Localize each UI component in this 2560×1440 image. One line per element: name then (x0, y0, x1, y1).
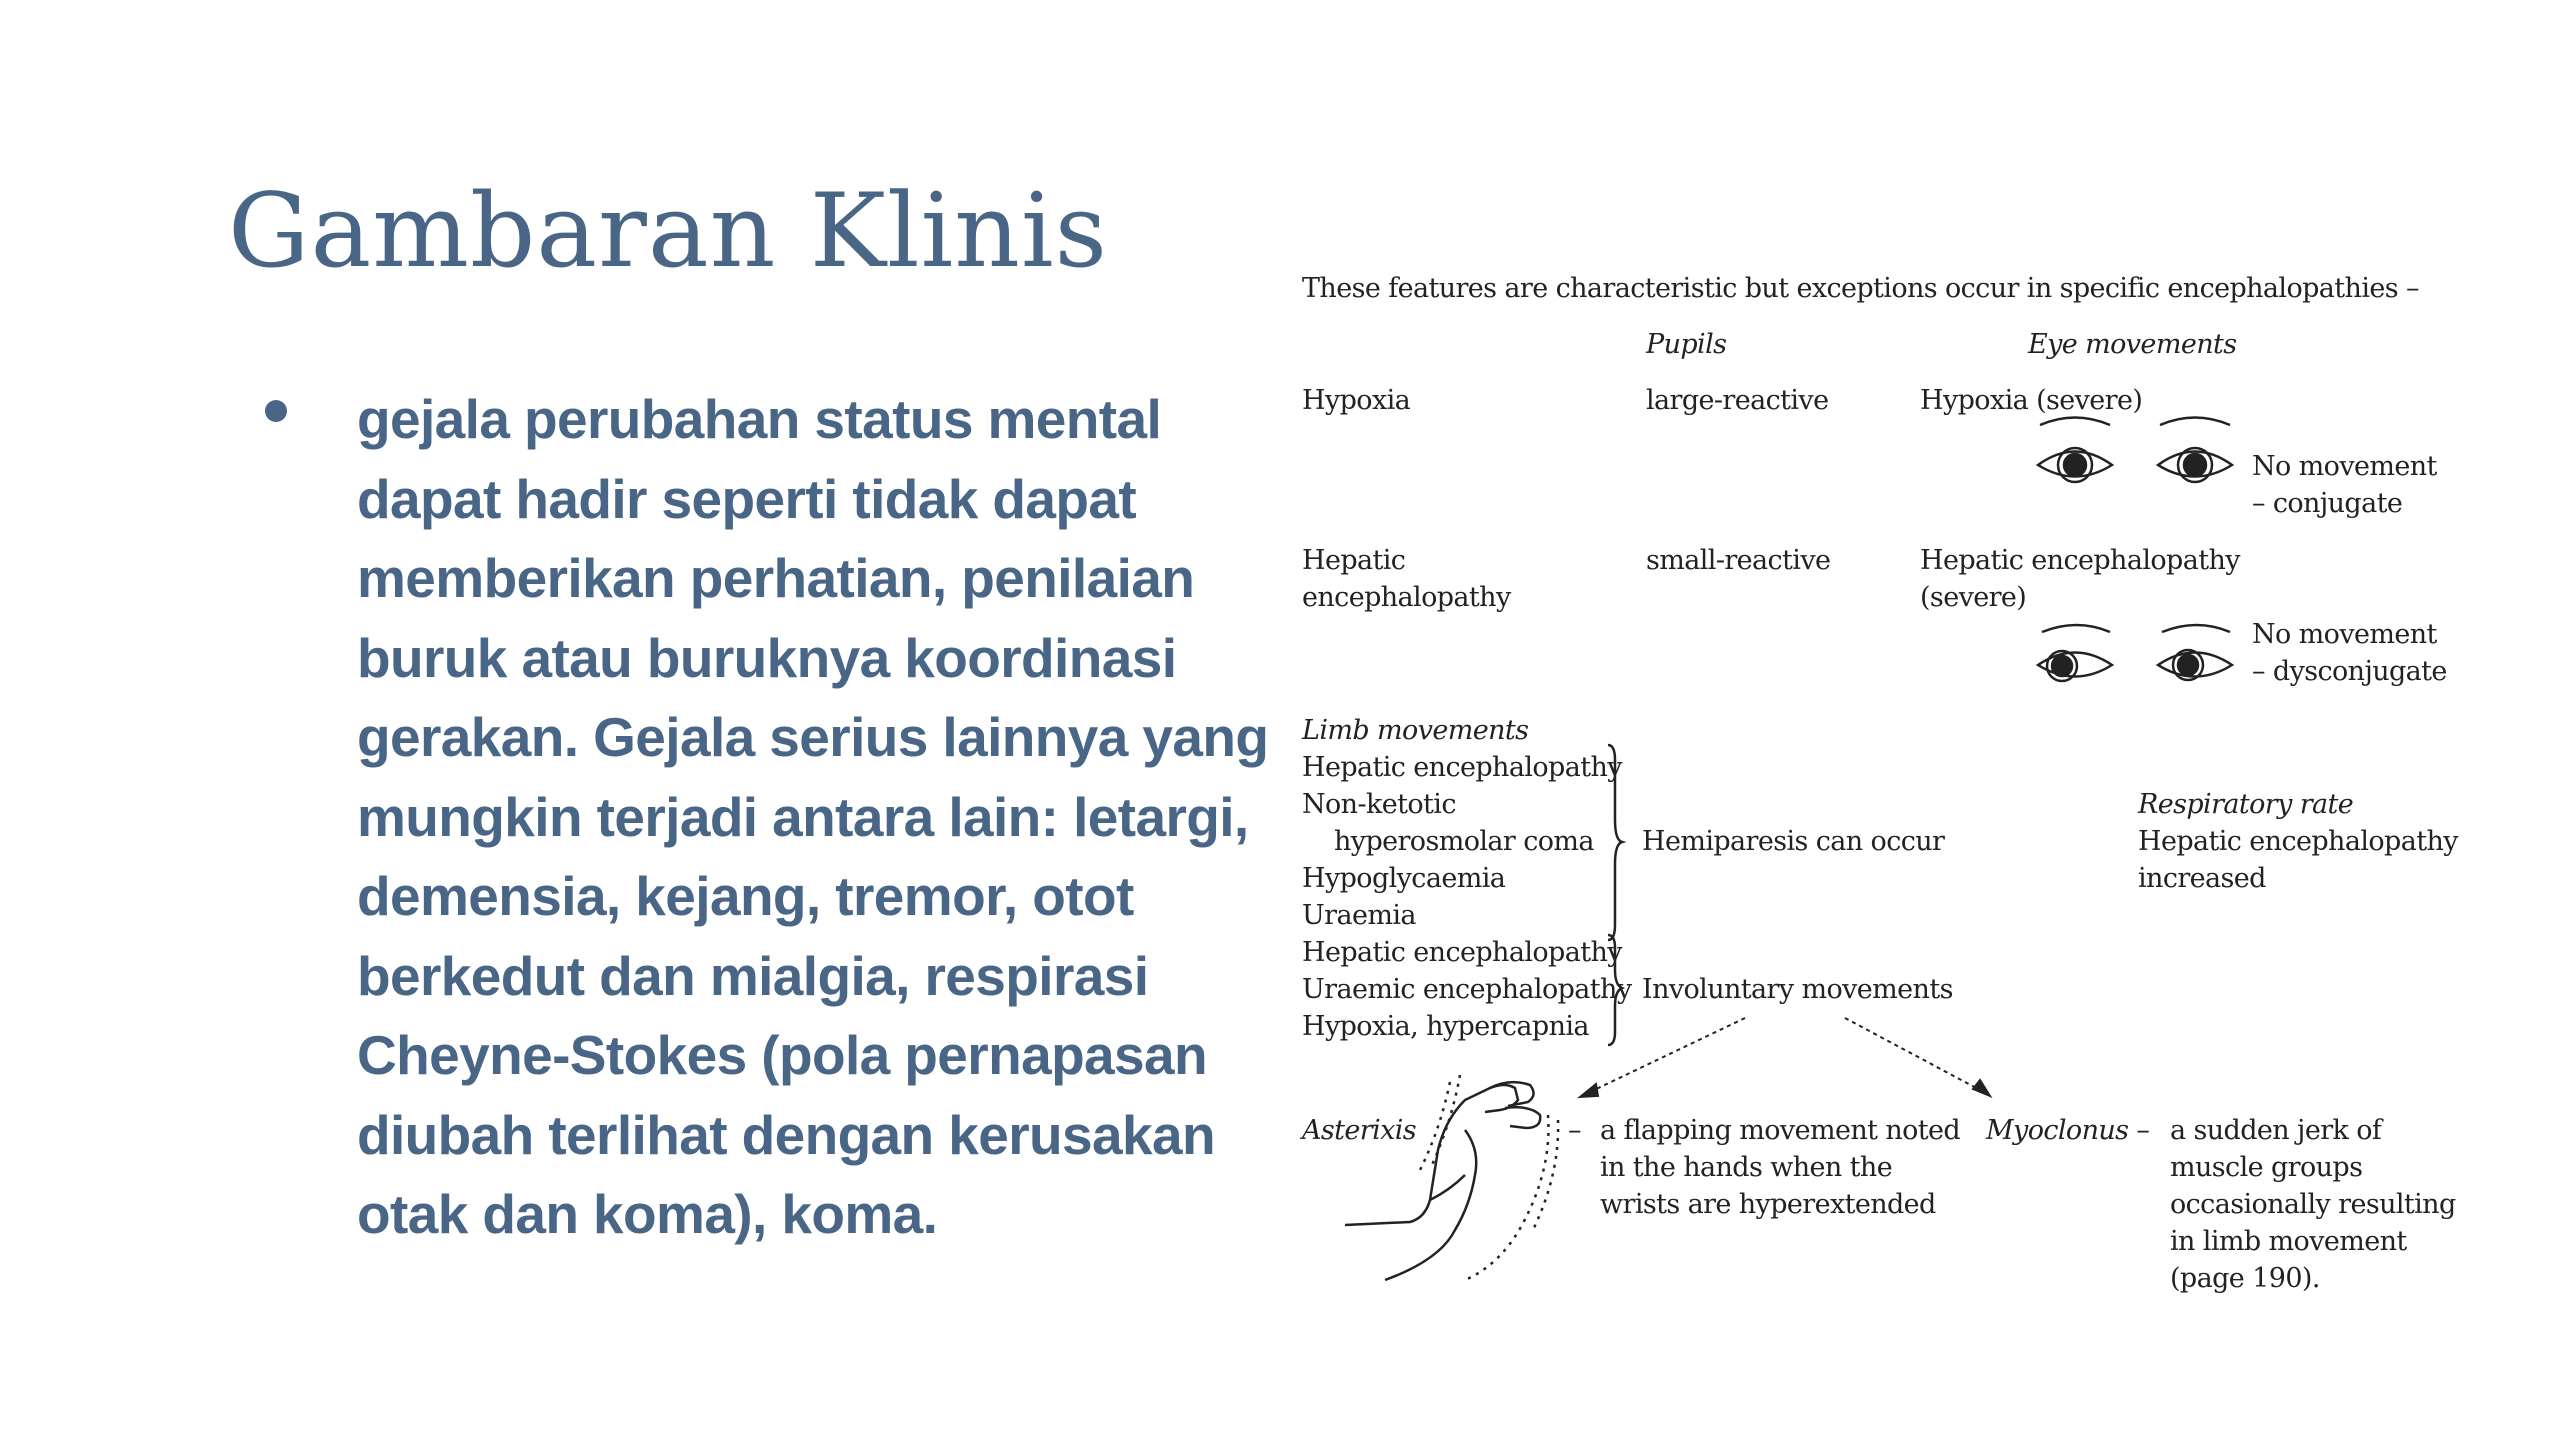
myoclonus-desc: a sudden jerk of (2170, 1115, 2382, 1146)
bullet-line: gejala perubahan status mental (357, 388, 1162, 450)
eye-dysconjugate-left-icon (2038, 625, 2112, 681)
bullet-line: Cheyne-Stokes (pola pernapasan (357, 1024, 1208, 1086)
myoclonus-label: Myoclonus – (1986, 1115, 2150, 1146)
myoclonus-desc: in limb movement (2170, 1226, 2407, 1257)
limb-group1-item: Hepatic encephalopathy (1302, 752, 1622, 783)
hepatic-label-2: encephalopathy (1302, 582, 1511, 613)
no-movement-conjugate-2: – conjugate (2252, 488, 2403, 519)
bullet-line: dapat hadir seperti tidak dapat (357, 467, 1137, 530)
slide-title: Gambaran Klinis (228, 172, 1108, 291)
hepatic-eye-2: (severe) (1920, 582, 2027, 613)
hemiparesis-label: Hemiparesis can occur (1642, 826, 1945, 857)
no-movement-conjugate-1: No movement (2252, 451, 2437, 482)
hypoxia-pupils: large-reactive (1646, 385, 1829, 416)
arrow-to-myoclonus-icon (1845, 1018, 1990, 1096)
asterixis-dash: – (1568, 1115, 1581, 1146)
no-movement-dysconjugate-2: – dysconjugate (2252, 656, 2447, 687)
limb-group2-item: Hypoxia, hypercapnia (1302, 1011, 1589, 1042)
bullet-line: demensia, kejang, tremor, otot (357, 865, 1134, 927)
eye-dysconjugate-right-icon (2158, 625, 2232, 680)
eye-conjugate-right-icon (2158, 418, 2232, 483)
encephalopathy-figure (1290, 270, 2470, 1320)
bullet-line: diubah terlihat dengan kerusakan (357, 1103, 1215, 1166)
bullet-line: berkedut dan mialgia, respirasi (357, 944, 1149, 1007)
limb-group2-item: Uraemic encephalopathy (1302, 974, 1632, 1005)
limb-group1-item: Hypoglycaemia (1302, 863, 1506, 894)
bullet-dot-icon (265, 400, 287, 422)
asterixis-label: Asterixis (1302, 1115, 1417, 1146)
limb-group1-item: Non-ketotic (1302, 789, 1456, 820)
hepatic-eye-1: Hepatic encephalopathy (1920, 545, 2240, 576)
respiratory-rate-heading: Respiratory rate (2138, 789, 2354, 820)
no-movement-dysconjugate-1: No movement (2252, 619, 2437, 650)
figure-intro: These features are characteristic but exceptions occur in specific encephalopathies – (1302, 273, 2419, 304)
column-pupils: Pupils (1646, 329, 1727, 360)
bullet-line: mungkin terjadi antara lain: letargi, (357, 785, 1249, 848)
asterixis-desc: wrists are hyperextended (1600, 1189, 1936, 1220)
bullet-text (357, 380, 1357, 1255)
column-eye-movements: Eye movements (2028, 329, 2237, 360)
limb-group1-item: Uraemia (1302, 900, 1416, 931)
bullet-line: memberikan perhatian, penilaian (357, 547, 1195, 609)
hypoxia-label: Hypoxia (1302, 385, 1411, 416)
limb-movements-heading: Limb movements (1302, 715, 1529, 746)
hypoxia-eye: Hypoxia (severe) (1920, 385, 2143, 416)
arrow-to-asterixis-icon (1580, 1018, 1745, 1097)
bullet-line: buruk atau buruknya koordinasi (357, 626, 1177, 689)
bullet-line: gerakan. Gejala serius lainnya yang (357, 706, 1269, 768)
myoclonus-desc: muscle groups (2170, 1152, 2363, 1183)
bullet-line: otak dan koma), koma. (357, 1183, 938, 1245)
involuntary-movements-label: Involuntary movements (1642, 974, 1953, 1005)
eye-conjugate-left-icon (2038, 418, 2112, 483)
limb-group1-item: hyperosmolar coma (1334, 826, 1594, 857)
myoclonus-desc: (page 190). (2170, 1263, 2320, 1294)
hepatic-label-1: Hepatic (1302, 545, 1406, 576)
myoclonus-desc: occasionally resulting (2170, 1189, 2456, 1220)
limb-group2-item: Hepatic encephalopathy (1302, 937, 1622, 968)
asterixis-hand-icon (1345, 1075, 1558, 1280)
respiratory-rate-line2: increased (2138, 863, 2266, 894)
respiratory-rate-line1: Hepatic encephalopathy (2138, 826, 2458, 857)
asterixis-desc: a flapping movement noted (1600, 1115, 1961, 1146)
asterixis-desc: in the hands when the (1600, 1152, 1893, 1183)
hepatic-pupils: small-reactive (1646, 545, 1831, 576)
